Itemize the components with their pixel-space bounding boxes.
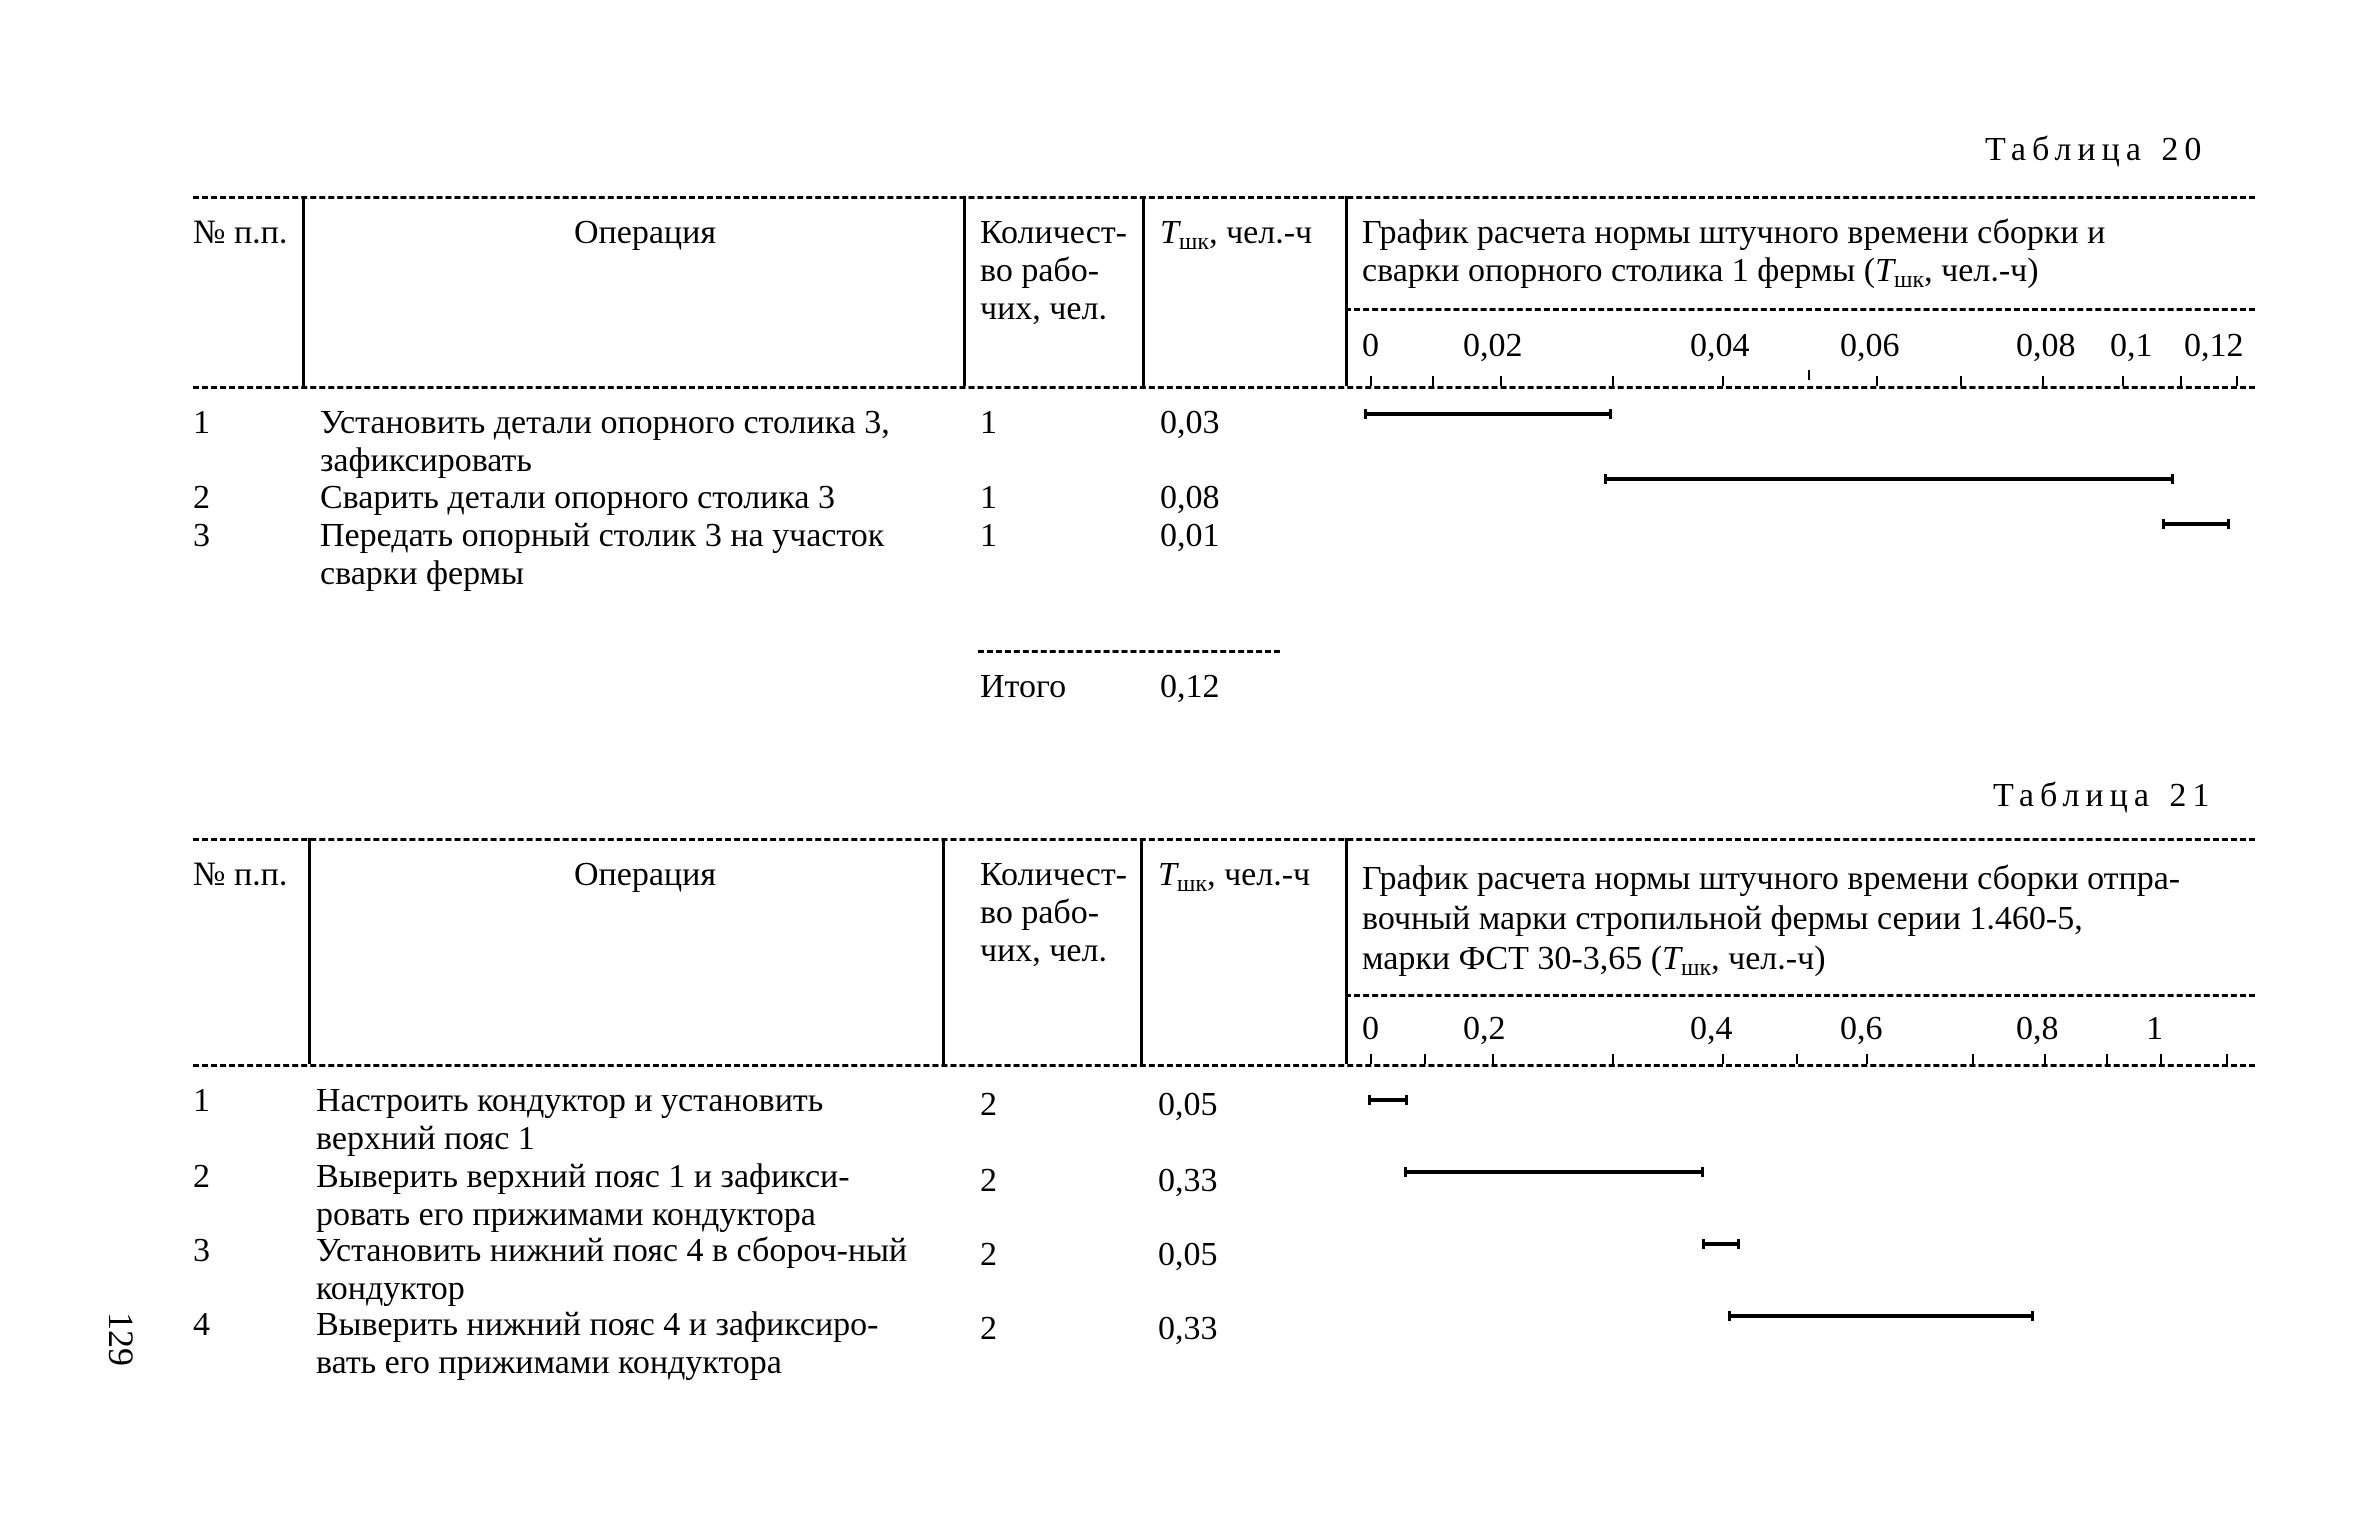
table21-row-num: 4 xyxy=(193,1306,210,1343)
table21-gantt-bar xyxy=(1728,1314,2034,1318)
table20-scale-tick xyxy=(1370,376,1372,386)
table21-scale-tick xyxy=(1424,1054,1426,1064)
table21-row-workers: 2 xyxy=(980,1086,997,1123)
table21-scale-tick xyxy=(1612,1054,1614,1064)
table20-gantt-bar xyxy=(2162,522,2230,526)
table21-row-workers: 2 xyxy=(980,1162,997,1199)
table21-gantt-bar xyxy=(1702,1242,1740,1246)
table21-row-time: 0,05 xyxy=(1158,1236,1218,1273)
table21-header-time: $T_{шк}$, чел.-ч xyxy=(1158,856,1311,897)
table21-scale-tick xyxy=(1492,1054,1494,1064)
table20-scale-label: 0,04 xyxy=(1690,327,1750,364)
table21-scale-tick xyxy=(1796,1054,1798,1064)
table21-header-rule xyxy=(193,1064,2255,1067)
table21-row-workers: 2 xyxy=(980,1236,997,1273)
table21-scale-label: 0,2 xyxy=(1463,1010,1506,1047)
table20-row-operation: Передать опорный столик 3 на участок сварки фермы xyxy=(320,517,885,592)
table21-scale-tick xyxy=(2160,1054,2162,1064)
table20-row-operation: Установить детали опорного столика 3, зафиксировать xyxy=(320,404,890,479)
table21-scale-tick xyxy=(1370,1054,1372,1064)
table20-gantt-bar xyxy=(1364,412,1612,416)
table21-chart-title: График расчета нормы штучного времени сборки отпра- xyxy=(1362,860,2181,897)
table21-row-operation: Настроить кондуктор и установить верхний пояс 1 xyxy=(316,1082,824,1157)
table21-header-workers: Количест-во рабо-чих, чел. xyxy=(980,856,1128,969)
table21-scale-label: 0 xyxy=(1362,1010,1379,1047)
table20-scale-label: 0,1 xyxy=(2110,327,2153,364)
table21-col-divider xyxy=(1140,838,1143,1064)
table20-total-label: Итого xyxy=(980,668,1067,705)
table21-top-rule xyxy=(193,838,2255,841)
table20-scale-tick xyxy=(2236,376,2238,386)
table20-col-divider xyxy=(963,196,966,386)
table21-row-num: 2 xyxy=(193,1158,210,1195)
table21-row-operation: Выверить верхний пояс 1 и зафикси-ровать его прижимами кондуктора xyxy=(316,1158,850,1233)
table21-gantt-bar xyxy=(1404,1170,1704,1174)
table20-row-workers: 1 xyxy=(980,517,997,554)
table20-header-time: $T_{шк}$, чел.-ч xyxy=(1160,214,1313,255)
table21-row-operation: Установить нижний пояс 4 в сбороч-ный кондуктор xyxy=(316,1232,908,1307)
table20-row-num: 1 xyxy=(193,404,210,441)
table20-top-rule xyxy=(193,196,2255,199)
page-number: 129 xyxy=(101,1312,141,1366)
table20-chart-title-line2: сварки опорного столика 1 фермы ($T_{шк}$, чел.-ч) xyxy=(1362,252,2039,293)
table20-row-time: 0,08 xyxy=(1160,479,1220,516)
table20-header-num: № п.п. xyxy=(193,214,288,251)
table20-header-rule xyxy=(193,386,2255,389)
table21-row-time: 0,33 xyxy=(1158,1162,1218,1199)
table21-caption: Таблица 21 xyxy=(1993,777,2216,814)
table21-col-divider xyxy=(1345,838,1348,1064)
table20-col-divider xyxy=(1142,196,1145,386)
table21-scale-label: 0,6 xyxy=(1840,1010,1883,1047)
table21-scale-label: 1 xyxy=(2146,1010,2163,1047)
table21-col-divider xyxy=(942,838,945,1064)
table20-header-workers: Количест-во рабо-чих, чел. xyxy=(980,214,1128,327)
table20-scale-tick xyxy=(1960,376,1962,386)
table20-row-workers: 1 xyxy=(980,404,997,441)
table21-chart-title-line3: марки ФСТ 30-3,65 ($T_{шк}$, чел.-ч) xyxy=(1362,940,1826,981)
table20-scale-label: 0,08 xyxy=(2016,327,2076,364)
table21-scale-tick xyxy=(1972,1054,1974,1064)
table20-scale-label: 0,06 xyxy=(1840,327,1900,364)
table20-scale-tick xyxy=(2042,376,2044,386)
table21-header-operation: Операция xyxy=(574,856,716,893)
table20-total-rule xyxy=(978,650,1280,653)
table20-row-num: 2 xyxy=(193,479,210,516)
table21-row-num: 1 xyxy=(193,1082,210,1119)
table21-scale-tick xyxy=(1866,1054,1868,1064)
table20-gantt-bar xyxy=(1604,477,2174,481)
table21-scale-tick xyxy=(2044,1054,2046,1064)
table20-row-workers: 1 xyxy=(980,479,997,516)
table20-total-value: 0,12 xyxy=(1160,668,1220,705)
table21-col-divider xyxy=(308,838,311,1064)
table21-scale-tick xyxy=(2106,1054,2108,1064)
table21-row-workers: 2 xyxy=(980,1310,997,1347)
table20-row-time: 0,01 xyxy=(1160,517,1220,554)
table20-scale-tick xyxy=(1612,376,1614,386)
table20-row-num: 3 xyxy=(193,517,210,554)
table20-scale-label: 0,02 xyxy=(1463,327,1523,364)
table20-caption: Таблица 20 xyxy=(1985,131,2208,168)
table20-chart-scale-rule xyxy=(1345,308,2255,311)
table20-scale-tick xyxy=(1722,376,1724,386)
table20-scale-tick xyxy=(1432,376,1434,386)
table21-chart-title-line2: вочный марки стропильной фермы серии 1.460-5, xyxy=(1362,900,2083,937)
table20-row-operation: Сварить детали опорного столика 3 xyxy=(320,479,835,516)
table20-col-divider xyxy=(1345,196,1348,386)
table21-scale-label: 0,4 xyxy=(1690,1010,1733,1047)
table21-chart-scale-rule xyxy=(1345,994,2255,997)
table20-scale-tick xyxy=(1500,376,1502,386)
table20-scale-label: 0 xyxy=(1362,327,1379,364)
table21-scale-tick xyxy=(2226,1054,2228,1064)
table20-scale-tick xyxy=(2122,376,2124,386)
table21-row-time: 0,05 xyxy=(1158,1086,1218,1123)
table20-scale-label: 0,12 xyxy=(2184,327,2244,364)
table21-header-num: № п.п. xyxy=(193,856,288,893)
table20-chart-title: График расчета нормы штучного времени сборки и xyxy=(1362,214,2106,251)
table20-scale-tick xyxy=(1808,370,1810,380)
table21-row-operation: Выверить нижний пояс 4 и зафиксиро-вать его прижимами кондуктора xyxy=(316,1306,879,1381)
table20-row-time: 0,03 xyxy=(1160,404,1220,441)
table21-row-num: 3 xyxy=(193,1232,210,1269)
table21-scale-tick xyxy=(1722,1054,1724,1064)
table21-gantt-bar xyxy=(1368,1098,1408,1102)
table20-scale-tick xyxy=(2180,376,2182,386)
table21-scale-label: 0,8 xyxy=(2016,1010,2059,1047)
table20-header-operation: Операция xyxy=(574,214,716,251)
table21-row-time: 0,33 xyxy=(1158,1310,1218,1347)
table20-col-divider xyxy=(302,196,305,386)
table20-scale-tick xyxy=(1876,376,1878,386)
